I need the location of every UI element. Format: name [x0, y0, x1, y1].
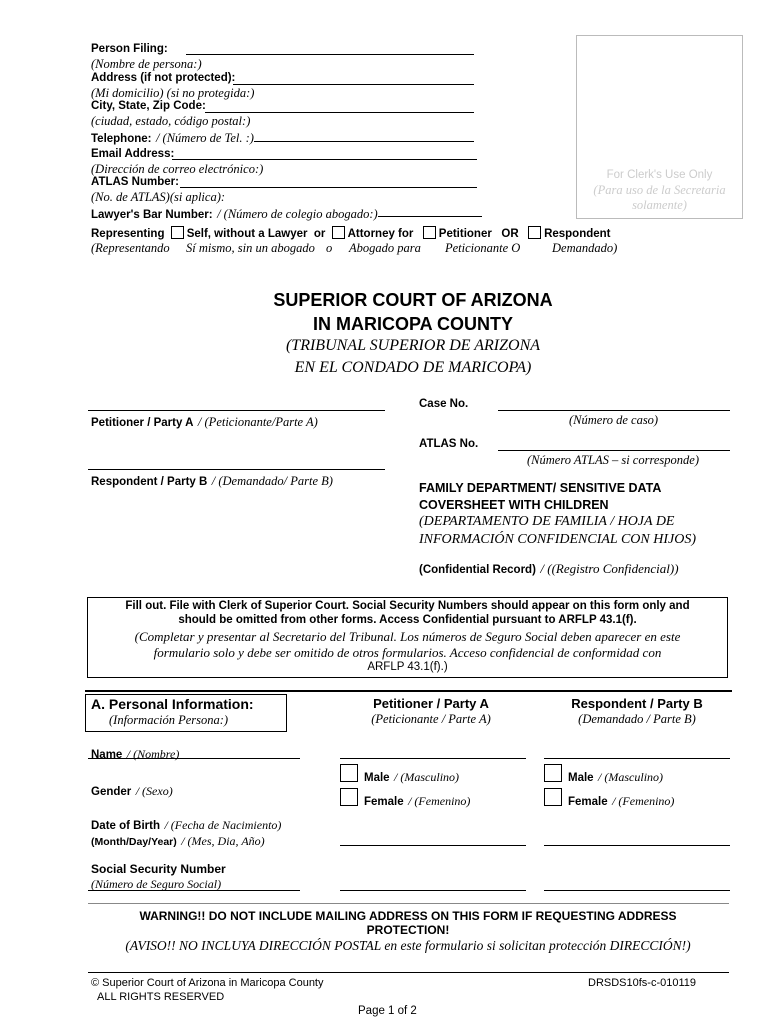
col-respondent-header-es: (Demandado / Parte B) [578, 712, 696, 726]
ssn-label-rule [88, 890, 300, 891]
address-label: Address (if not protected): [91, 72, 236, 84]
city-field[interactable] [205, 112, 474, 113]
respondent-label-es: Demandado) [552, 241, 618, 255]
telephone-label: Telephone: [91, 133, 152, 145]
atlas-label-es: (No. de ATLAS)(si aplica): [91, 190, 226, 204]
telephone-label-es: / (Número de Tel. :) [155, 131, 254, 145]
case-no-label: Case No. [419, 398, 469, 410]
address-label-es: (Mi domicilio) (si no protegida:) [91, 86, 255, 100]
ssn-label-es: (Número de Seguro Social) [91, 877, 222, 891]
case-no-field[interactable] [498, 410, 730, 411]
bar-number-label: Lawyer's Bar Number: [91, 209, 213, 221]
dob-format-label: (Month/Day/Year) [91, 836, 177, 848]
col-respondent-header: Respondent / Party B [571, 696, 703, 711]
doc-title-es-2: INFORMACIÓN CONFIDENCIAL CON HIJOS) [419, 532, 697, 547]
attorney-label: Attorney for [347, 228, 414, 240]
attorney-checkbox[interactable] [332, 226, 345, 239]
notice-line-3: (Completar y presentar al Secretario del Tribunal. Los números de Seguro Social deben aparecer en este [134, 629, 681, 644]
atlas-field[interactable] [180, 187, 477, 188]
atlas-no-field[interactable] [498, 450, 730, 451]
city-label: City, State, Zip Code: [91, 100, 206, 112]
city-label-es: (ciudad, estado, código postal:) [91, 114, 251, 128]
court-title-1: SUPERIOR COURT OF ARIZONA [273, 290, 553, 310]
name-label-es: / (Nombre) [126, 747, 180, 761]
self-label: Self, without a Lawyer [186, 228, 308, 240]
petitioner-female-checkbox[interactable] [340, 788, 358, 806]
respondent-label: Respondent [544, 228, 611, 240]
gender-label-es: / (Sexo) [135, 784, 173, 798]
footer-page-number: Page 1 of 2 [358, 1005, 417, 1017]
respondent-dob-input[interactable] [544, 845, 730, 846]
petitioner-checkbox[interactable] [423, 226, 436, 239]
respondent-name-input[interactable] [544, 758, 730, 759]
court-title-es-1: (TRIBUNAL SUPERIOR DE ARIZONA [285, 337, 541, 354]
petitioner-male-label-es: / (Masculino) [394, 770, 460, 784]
or1-label-es: o [326, 241, 333, 255]
respondent-female-label: Female [568, 796, 608, 808]
warning-line-3: (AVISO!! NO INCLUYA DIRECCIÓN POSTAL en este formulario si solicitan protección DIRECCIÓN!) [125, 938, 691, 953]
footer-copyright: © Superior Court of Arizona in Maricopa County [91, 977, 324, 989]
person-filing-label-es: (Nombre de persona:) [91, 57, 202, 71]
doc-title-1: FAMILY DEPARTMENT/ SENSITIVE DATA [419, 481, 662, 495]
bar-number-field[interactable] [378, 216, 482, 217]
notice-line-1: Fill out. File with Clerk of Superior Court. Social Security Numbers should appear on this form only and [125, 600, 690, 612]
confidential-label: (Confidential Record) [419, 564, 536, 576]
dob-format-label-es: / (Mes, Dia, Año) [181, 834, 265, 848]
court-title-2: IN MARICOPA COUNTY [313, 314, 513, 334]
petitioner-dob-input[interactable] [340, 845, 526, 846]
petitioner-caption-label-es: / (Peticionante/Parte A) [197, 415, 318, 429]
col-petitioner-header-es: (Peticionante / Parte A) [371, 712, 491, 726]
footer-rule [88, 972, 729, 973]
notice-line-5: ARFLP 43.1(f).) [367, 661, 448, 673]
clerk-use-label-es2: solamente) [632, 198, 687, 212]
telephone-field[interactable] [254, 141, 474, 142]
notice-box [87, 597, 728, 678]
petitioner-female-label: Female [364, 796, 404, 808]
clerk-use-label-es1: (Para uso de la Secretaria [593, 183, 726, 197]
representing-label-es: (Representando [91, 241, 170, 255]
warning-rule-top [88, 903, 729, 904]
petitioner-male-label: Male [364, 772, 390, 784]
or1-label: or [313, 228, 326, 240]
footer-rights: ALL RIGHTS RESERVED [97, 991, 225, 1003]
warning-line-1: WARNING!! DO NOT INCLUDE MAILING ADDRESS ON THIS FORM IF REQUESTING ADDRESS [139, 909, 677, 923]
doc-title-2: COVERSHEET WITH CHILDREN [419, 498, 609, 512]
petitioner-caption-label: Petitioner / Party A [91, 417, 194, 429]
respondent-caption-label-es: / (Demandado/ Parte B) [211, 474, 333, 488]
case-no-label-es: (Número de caso) [569, 413, 659, 427]
clerk-use-box [576, 35, 743, 219]
court-title-es-2: EN EL CONDADO DE MARICOPA) [294, 359, 532, 376]
respondent-ssn-input[interactable] [544, 890, 730, 891]
or2-label: OR [501, 228, 519, 240]
name-label: Name [91, 749, 123, 761]
respondent-male-label-es: / (Masculino) [598, 770, 664, 784]
respondent-name-field[interactable] [88, 469, 385, 470]
warning-line-2: PROTECTION! [366, 923, 450, 937]
section-a-rule-top [85, 690, 732, 692]
col-petitioner-header: Petitioner / Party A [373, 696, 489, 711]
notice-line-2: should be omitted from other forms. Access Confidential pursuant to ARFLP 43.1(f). [178, 614, 637, 626]
clerk-use-label: For Clerk's Use Only [606, 169, 713, 181]
address-field[interactable] [233, 84, 474, 85]
atlas-label: ATLAS Number: [91, 176, 179, 188]
petitioner-female-label-es: / (Femenino) [408, 794, 471, 808]
representing-row [91, 226, 611, 240]
petitioner-label: Petitioner [438, 228, 492, 240]
attorney-label-es: Abogado para [349, 241, 421, 255]
petitioner-ssn-input[interactable] [340, 890, 526, 891]
bar-number-label-es: / (Número de colegio abogado:) [217, 207, 378, 221]
person-filing-field[interactable] [186, 54, 474, 55]
respondent-checkbox[interactable] [528, 226, 541, 239]
petitioner-name-input[interactable] [340, 758, 526, 759]
section-a-heading: A. Personal Information: [91, 696, 254, 712]
notice-line-4: formulario solo y debe ser omitido de otros formularios. Acceso confidencial de conformidad con [153, 645, 662, 660]
doc-title-es-1: (DEPARTAMENTO DE FAMILIA / HOJA DE [419, 514, 675, 529]
atlas-no-label-es: (Número ATLAS – si corresponde) [527, 453, 699, 467]
respondent-female-label-es: / (Femenino) [612, 794, 675, 808]
self-label-es: Sí mismo, sin un abogado [186, 241, 315, 255]
dob-label: Date of Birth [91, 820, 160, 832]
atlas-no-label: ATLAS No. [419, 438, 479, 450]
gender-label: Gender [91, 786, 132, 798]
respondent-male-checkbox[interactable] [544, 764, 562, 782]
dob-label-es: / (Fecha de Nacimiento) [164, 818, 282, 832]
respondent-female-checkbox[interactable] [544, 788, 562, 806]
section-a-heading-es: (Información Persona:) [109, 713, 229, 727]
name-label-rule [88, 758, 300, 759]
footer-form-id: DRSDS10fs-c-010119 [588, 977, 697, 989]
confidential-label-es: / ((Registro Confidencial)) [540, 561, 679, 576]
email-field[interactable] [172, 159, 477, 160]
petitioner-name-field[interactable] [88, 410, 385, 411]
representing-label: Representing [91, 228, 165, 240]
ssn-label: Social Security Number [91, 862, 226, 876]
email-label-es: (Dirección de correo electrónico:) [91, 162, 264, 176]
person-filing-label: Person Filing: [91, 43, 168, 55]
respondent-male-label: Male [568, 772, 594, 784]
self-checkbox[interactable] [171, 226, 184, 239]
petitioner-male-checkbox[interactable] [340, 764, 358, 782]
respondent-caption-label: Respondent / Party B [91, 476, 208, 488]
email-label: Email Address: [91, 148, 175, 160]
petitioner-label-es: Peticionante O [445, 241, 521, 255]
